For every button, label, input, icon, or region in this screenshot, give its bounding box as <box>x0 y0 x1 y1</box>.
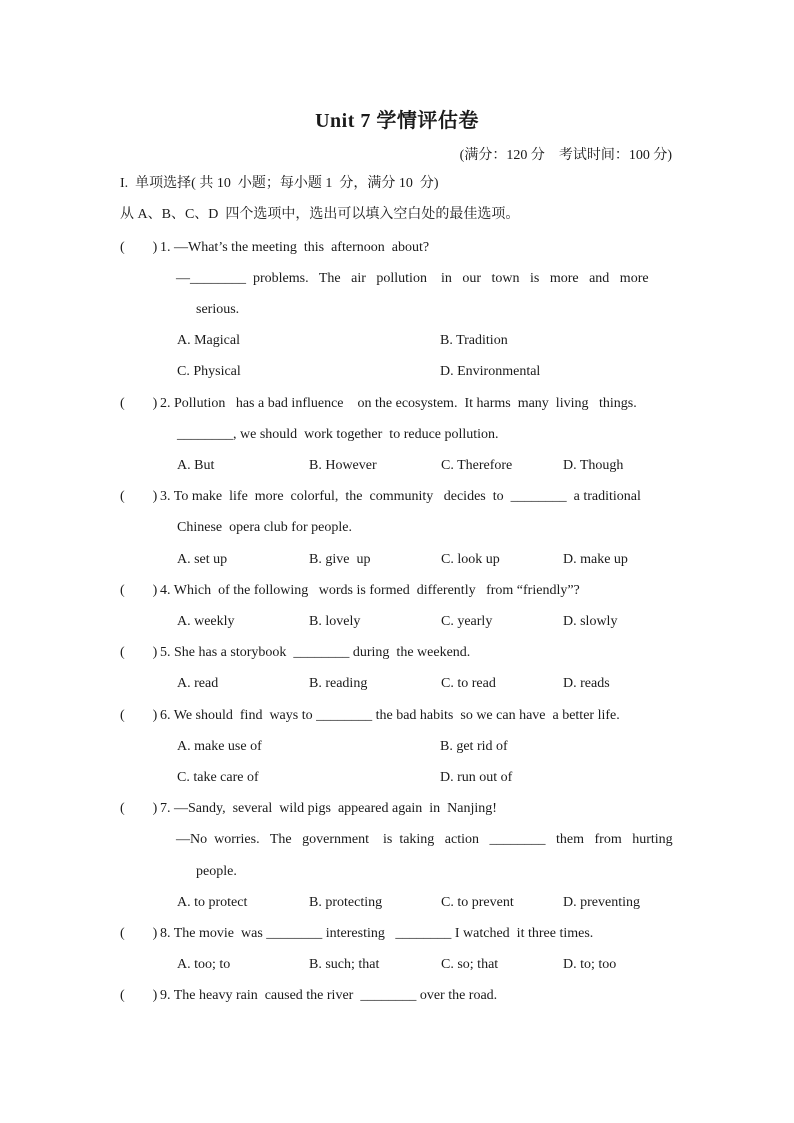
question-text: 6. We should find ways to ________ the bad habits so we can have a better life. <box>160 708 620 723</box>
page-title: Unit 7 学情评估卷 <box>315 110 479 132</box>
section-heading: I. 单项选择( 共 10 小题；每小题 1 分，满分 10 分) <box>120 176 439 191</box>
option-d: D. to; too <box>563 957 617 972</box>
question-text: 1. —What’s the meeting this afternoon about? <box>160 240 430 255</box>
question-text: 2. Pollution has a bad influence on the ecosystem. It harms many living things. <box>160 396 637 411</box>
answer-blank[interactable]: ( ) <box>120 988 158 1003</box>
question-text-line2: ________, we should work together to reduce pollution. <box>177 427 499 442</box>
answer-blank[interactable]: ( ) <box>120 583 158 598</box>
option-a: A. read <box>177 676 219 691</box>
answer-blank[interactable]: ( ) <box>120 708 158 723</box>
option-a: A. set up <box>177 552 228 567</box>
option-b: B. get rid of <box>440 739 508 754</box>
option-d: D. Though <box>563 458 624 473</box>
answer-blank[interactable]: ( ) <box>120 489 158 504</box>
answer-blank[interactable]: ( ) <box>120 645 158 660</box>
question-text-line3: people. <box>196 864 237 879</box>
option-b: B. give up <box>309 552 371 567</box>
option-d: D. make up <box>563 552 628 567</box>
answer-blank[interactable]: ( ) <box>120 240 158 255</box>
option-b: B. reading <box>309 676 368 691</box>
option-a: A. Magical <box>177 333 240 348</box>
score-info: (满分：120 分 考试时间：100 分) <box>459 148 672 163</box>
question-text-line2: Chinese opera club for people. <box>177 520 352 535</box>
option-c: C. Physical <box>177 364 241 379</box>
option-a: A. But <box>177 458 215 473</box>
section-instruction: 从 A、B、C、D 四个选项中，选出可以填入空白处的最佳选项。 <box>120 207 520 222</box>
option-c: C. yearly <box>441 614 493 629</box>
question-text: 4. Which of the following words is formed differently from “friendly”? <box>160 583 580 598</box>
option-b: B. However <box>309 458 377 473</box>
option-a: A. make use of <box>177 739 262 754</box>
option-d: D. run out of <box>440 770 513 785</box>
option-c: C. Therefore <box>441 458 513 473</box>
option-b: B. Tradition <box>440 333 508 348</box>
option-c: C. to read <box>441 676 496 691</box>
option-b: B. such; that <box>309 957 380 972</box>
answer-blank[interactable]: ( ) <box>120 801 158 816</box>
option-a: A. weekly <box>177 614 235 629</box>
question-text: 5. She has a storybook ________ during the weekend. <box>160 645 471 660</box>
option-d: D. slowly <box>563 614 618 629</box>
option-a: A. to protect <box>177 895 248 910</box>
option-b: B. protecting <box>309 895 383 910</box>
question-text: 7. —Sandy, several wild pigs appeared again in Nanjing! <box>160 801 497 816</box>
option-b: B. lovely <box>309 614 361 629</box>
option-d: D. preventing <box>563 895 640 910</box>
option-c: C. take care of <box>177 770 259 785</box>
option-c: C. so; that <box>441 957 499 972</box>
option-c: C. to prevent <box>441 895 514 910</box>
question-text: 3. To make life more colorful, the community decides to ________ a traditional <box>160 489 641 504</box>
question-text-line2: —________ problems. The air pollution in our town is more and more <box>176 271 649 286</box>
option-c: C. look up <box>441 552 500 567</box>
answer-blank[interactable]: ( ) <box>120 926 158 941</box>
answer-blank[interactable]: ( ) <box>120 396 158 411</box>
question-text: 8. The movie was ________ interesting ________ I watched it three times. <box>160 926 594 941</box>
option-a: A. too; to <box>177 957 231 972</box>
question-text-line2: —No worries. The government is taking action ________ them from hurting <box>176 832 673 847</box>
question-text-line3: serious. <box>196 302 240 317</box>
option-d: D. Environmental <box>440 364 541 379</box>
option-d: D. reads <box>563 676 610 691</box>
question-text: 9. The heavy rain caused the river ________ over the road. <box>160 988 498 1003</box>
